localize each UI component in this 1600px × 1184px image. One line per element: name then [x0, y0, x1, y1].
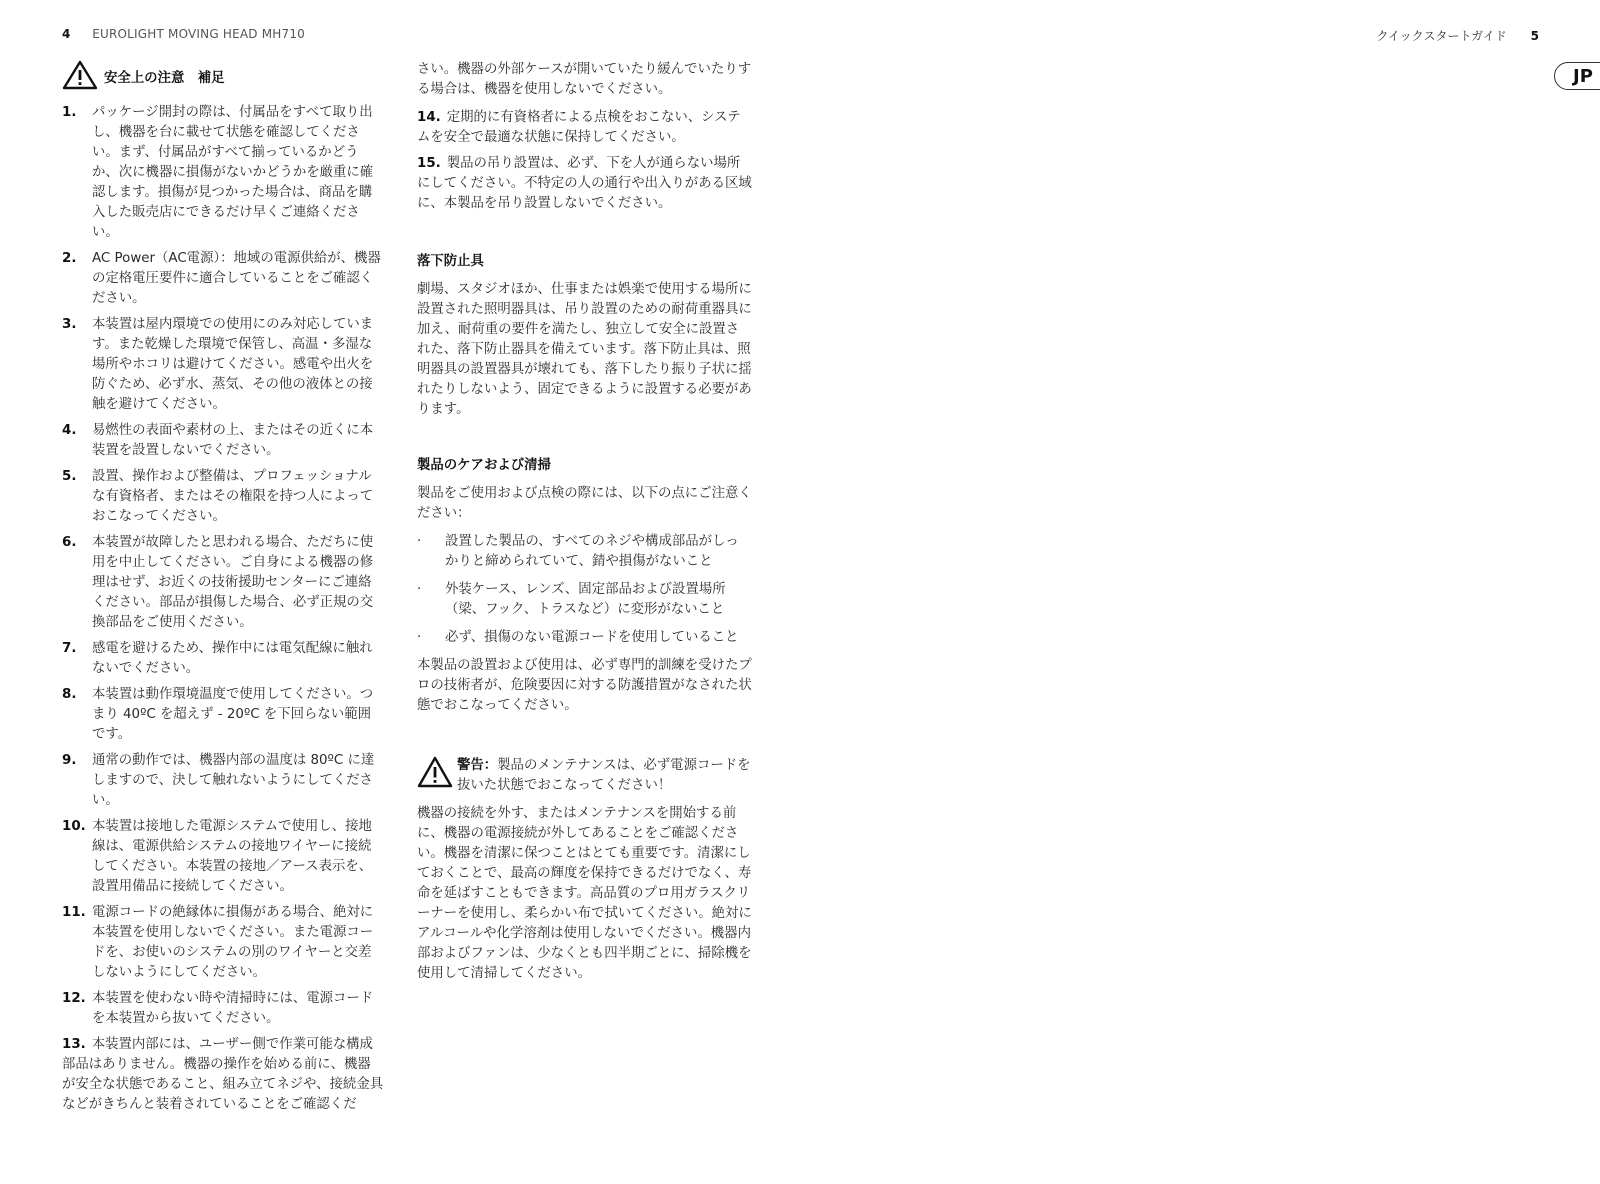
warning-label: 警告： [457, 758, 498, 773]
item-number: 13. [62, 1037, 86, 1052]
item-text: 本装置を使わない時や清掃時には、電源コードを本装置から抜いてください。 [92, 991, 374, 1026]
care-bullet-list [417, 532, 752, 648]
warning-triangle-icon [62, 60, 98, 97]
bullet-text: 設置した製品の、すべてのネジや構成部品がしっかりと締められていて、錆や損傷がないこと [445, 534, 739, 569]
item-text: 設置、操作および整備は、プロフェッショナルな有資格者、またはその権限を持つ人によっておこなってください。 [92, 469, 374, 524]
item-number: 10. [62, 819, 86, 834]
right-page-header [1376, 27, 1539, 44]
left-page-number: 4 [62, 27, 71, 41]
care-bullet [417, 628, 752, 648]
safety-item [62, 467, 384, 527]
safety-heading [62, 60, 384, 97]
item-text: 本装置は動作環境温度で使用してください。つまり 40ºC を超えず - 20ºC を下回らない範囲です。 [92, 687, 374, 742]
bullet-text: 外装ケース、レンズ、固定部品および設置場所（梁、フック、トラスなど）に変形がないこと [445, 582, 726, 617]
safety-item [62, 989, 384, 1029]
safety-item [62, 685, 384, 745]
item-text: 本装置が故障したと思われる場合、ただちに使用を中止してください。ご自身による機器の修理はせず、お近くの技術援助センターにご連絡ください。部品が損傷した場合、必ず正規の交換部品をご使用ください。 [92, 535, 374, 630]
warning-text-block [457, 756, 752, 796]
care-intro: 製品をご使用および点検の際には、以下の点にご注意ください： [417, 486, 752, 521]
item-text: 製品の吊り設置は、必ず、下を人が通らない場所にしてください。不特定の人の通行や出入りがある区域に、本製品を吊り設置しないでください。 [417, 156, 752, 211]
item-number: 6. [62, 535, 77, 550]
item-number: 2. [62, 251, 77, 266]
bullet-mark: · [417, 582, 422, 597]
item-text: 電源コードの絶縁体に損傷がある場合、絶対に本装置を使用しないでください。また電源コードを、お使いのシステムの別のワイヤーと交差しないようにしてください。 [92, 905, 374, 980]
item-number: 8. [62, 687, 77, 702]
care-heading: 製品のケアおよび清掃 [417, 458, 551, 473]
item-text: 本装置内部には、ユーザー側で作業可能な構成部品はありません。機器の操作を始める前に、機器が安全な状態であること、組み立てネジや、接続金具などがきちんと装着されていることをご確認くだ [62, 1037, 384, 1112]
item-number: 3. [62, 317, 77, 332]
safety-item [62, 751, 384, 811]
bullet-mark: · [417, 630, 422, 645]
safety-list [62, 103, 384, 1029]
fall-protection-text: 劇場、スタジオほか、仕事または娯楽で使用する場所に設置された照明器具は、吊り設置のための耐荷重器具に加え、耐荷重の要件を満たし、独立して安全に設置された、落下防止器具を備えています。落下防止具は、照明器具の設置器具が壊れても、落下したり振り子状に揺れたりしないよう、固定できるように設置する必要があります。 [417, 282, 752, 417]
item-number: 7. [62, 641, 77, 656]
item-text: 感電を避けるため、操作中には電気配線に触れないでください。 [92, 641, 373, 676]
care-column [417, 60, 752, 992]
safety-item [62, 315, 384, 415]
left-page-header [62, 27, 305, 41]
maintenance-warning [417, 756, 752, 796]
item-number: 1. [62, 105, 77, 120]
bullet-mark: · [417, 534, 422, 549]
item-text: 通常の動作では、機器内部の温度は 80ºC に達しますので、決して触れないようにしてください。 [92, 753, 375, 808]
item-text: 本装置は接地した電源システムで使用し、接地線は、電源供給システムの接地ワイヤーに接続してください。本装置の接地／アース表示を、設置用備品に接続してください。 [92, 819, 373, 894]
item-number: 12. [62, 991, 86, 1006]
item-number: 9. [62, 753, 77, 768]
item-number: 14. [417, 110, 441, 125]
safety-item [62, 817, 384, 897]
safety-item-13-continued: さい。機器の外部ケースが開いていたり緩んでいたりする場合は、機器を使用しないでください。 [417, 62, 752, 97]
bullet-text: 必ず、損傷のない電源コードを使用していること [445, 630, 739, 645]
care-bullet [417, 532, 752, 572]
safety-item-14 [417, 108, 752, 148]
safety-item-13 [62, 1035, 384, 1115]
item-number: 5. [62, 469, 77, 484]
safety-item [62, 533, 384, 633]
item-text: 本装置は屋内環境での使用にのみ対応しています。また乾燥した環境で保管し、高温・多湿な場所やホコリは避けてください。感電や出火を防ぐため、必ず水、蒸気、その他の液体との接触を避けてください。 [92, 317, 374, 412]
item-text: 易燃性の表面や素材の上、またはその近くに本装置を設置しないでください。 [92, 423, 374, 458]
care-outro: 本製品の設置および使用は、必ず専門的訓練を受けたプロの技術者が、危険要因に対する防護措置がなされた状態でおこなってください。 [417, 658, 752, 713]
fall-protection-heading: 落下防止具 [417, 254, 484, 269]
language-tab: JP [1554, 62, 1600, 90]
safety-item-15 [417, 154, 752, 214]
item-text: パッケージ開封の際は、付属品をすべて取り出し、機器を台に載せて状態を確認してください。まず、付属品がすべて揃っているかどうか、次に機器に損傷がないかどうかを厳重に確認します。損傷が見つかった場合は、商品を購入した販売店にできるだけ早くご連絡ください。 [92, 105, 374, 240]
safety-item [62, 249, 384, 309]
safety-item [62, 639, 384, 679]
item-number: 11. [62, 905, 86, 920]
item-text: AC Power（AC電源）：地域の電源供給が、機器の定格電圧要件に適合していることをご確認ください。 [92, 251, 381, 306]
guide-title: クイックスタートガイド [1376, 29, 1507, 43]
item-number: 15. [417, 156, 441, 171]
safety-item [62, 421, 384, 461]
item-text: 定期的に有資格者による点検をおこない、システムを安全で最適な状態に保持してください。 [417, 110, 741, 145]
safety-column [62, 60, 384, 1121]
right-page-number: 5 [1530, 29, 1539, 43]
care-bullet [417, 580, 752, 620]
item-number: 4. [62, 423, 77, 438]
warning-triangle-icon [417, 756, 457, 795]
warning-text: 製品のメンテナンスは、必ず電源コードを抜いた状態でおこなってください！ [457, 758, 751, 793]
safety-item [62, 903, 384, 983]
document-title: EUROLIGHT MOVING HEAD MH710 [92, 27, 306, 41]
safety-item [62, 103, 384, 243]
maintenance-body: 機器の接続を外す、またはメンテナンスを開始する前に、機器の電源接続が外してあることをご確認ください。機器を清潔に保つことはとても重要です。清潔にしておくことで、最高の輝度を保持できるだけでなく、寿命を延ばすこともできます。高品質のプロ用ガラスクリーナーを使用し、柔らかい布で拭いてください。絶対にアルコールや化学溶剤は使用しないでください。機器内部およびファンは、少なくとも四半期ごとに、掃除機を使用して清掃してください。 [417, 806, 752, 981]
safety-title: 安全上の注意 補足 [104, 70, 225, 86]
